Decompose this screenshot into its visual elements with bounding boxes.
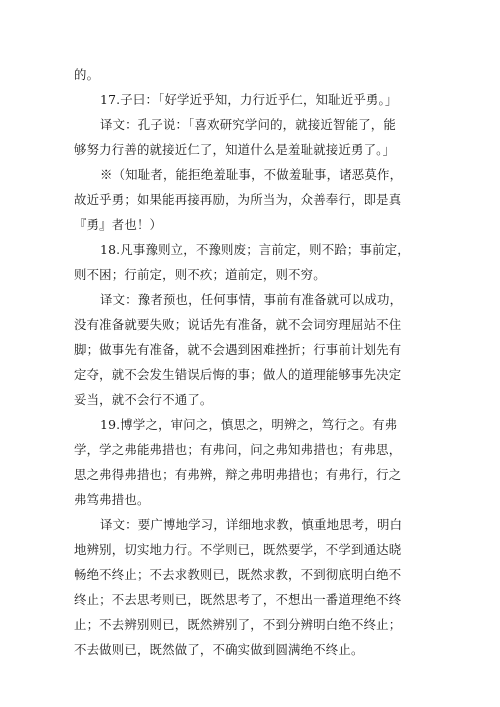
text-line: 不去做则已，既然做了，不确实做到圆满绝不终止。 [74,642,364,657]
text-line: 『勇』者也！） [74,217,163,232]
text-line: 18.凡事豫则立，不豫则废；言前定，则不跲；事前定， [100,242,410,257]
paragraph-17-quote [74,87,426,112]
paragraph-continuation [74,62,426,87]
text-line: 译文：孔子说：「喜欢研究学问的，就接近智能了，能 [100,117,396,132]
text-line: 弗笃弗措也。 [74,492,150,507]
text-line: 畅绝不终止；不去求教则已，既然求教，不到彻底明白绝不 [74,567,402,582]
paragraph-19-translation [74,512,426,662]
text-line: 终止；不去思考则已，既然思考了，不想出一番道理绝不终 [74,592,402,607]
text-line: 脚；做事先有准备，就不会遇到困难挫折；行事前计划先有 [74,342,402,357]
text-line: 译文：要广博地学习，详细地求教，慎重地思考，明白 [100,517,403,532]
text-line: 定夺，就不会发生错误后悔的事；做人的道理能够事先决定 [74,367,402,382]
text-line: ※（知耻者，能拒绝羞耻事，不做羞耻事，诸恶莫作， [100,167,403,182]
paragraph-17-translation [74,112,426,162]
paragraph-17-note [74,162,426,237]
text-line: 思之弗得弗措也；有弗辨，辩之弗明弗措也；有弗行，行之 [74,467,402,482]
text-line: 地辨别，切实地力行。不学则已，既然要学，不学到通达晓 [74,542,402,557]
text-line: 够努力行善的就接近仁了，知道什么是羞耻就接近勇了。」 [74,142,396,157]
text-line: 译文：豫者预也，任何事情，事前有准备就可以成功， [100,292,403,307]
text-line: 则不困；行前定，则不疚；道前定，则不穷。 [74,267,326,282]
text-line: 17.子曰：「好学近乎知，力行近乎仁，知耻近乎勇。」 [100,92,398,107]
paragraph-19-quote [74,412,426,512]
paragraph-18-quote [74,237,426,287]
text-line: 学，学之弗能弗措也；有弗问，问之弗知弗措也；有弗思， [74,442,402,457]
text-line: 妥当，就不会行不通了。 [74,392,213,407]
text-line: 止；不去辨别则已，既然辨别了，不到分辨明白绝不终止； [74,617,402,632]
text-line: 的。 [74,67,100,82]
text-line: 故近乎勇；如果能再接再励，为所当为，众善奉行，即是真 [74,192,402,207]
text-line: 没有准备就要失败；说话先有准备，就不会词穷理屈站不住 [74,317,402,332]
paragraph-18-translation [74,287,426,412]
text-line: 19.博学之，审问之，慎思之，明辨之，笃行之。有弗 [100,417,398,432]
